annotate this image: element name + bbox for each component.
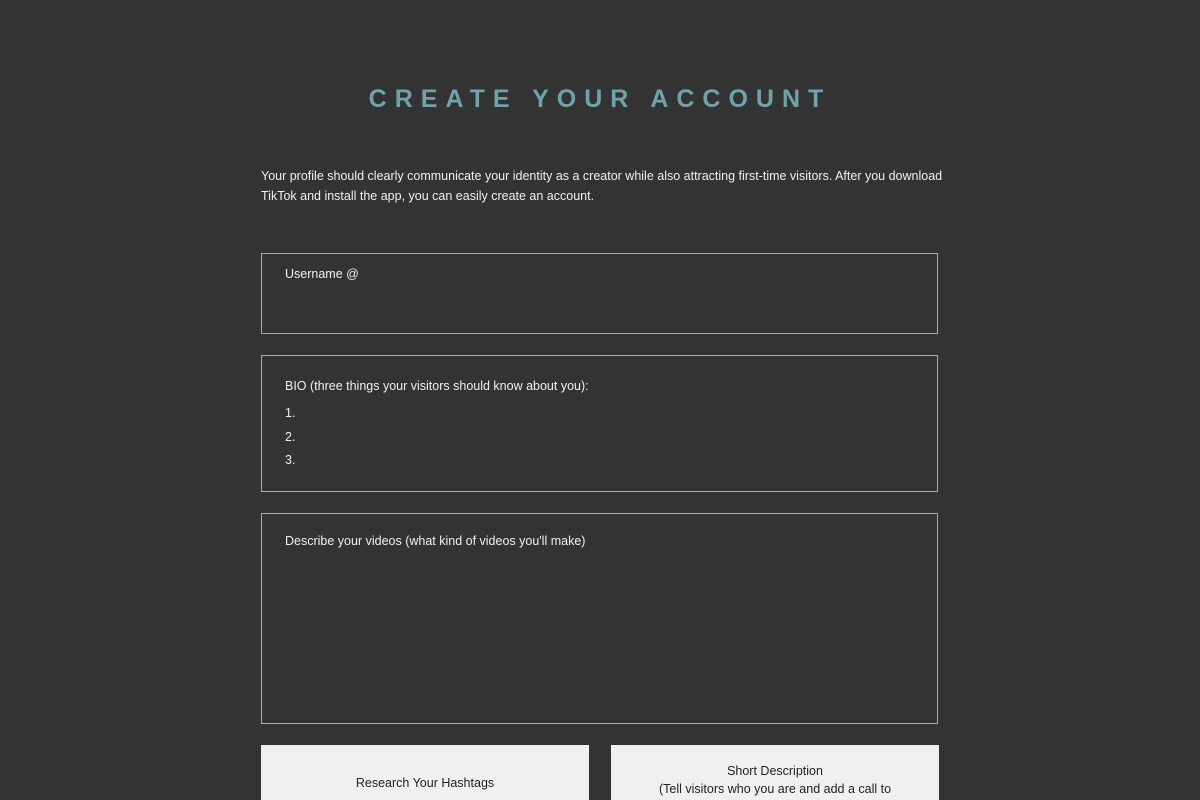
intro-paragraph: Your profile should clearly communicate your identity as a creator while also attracting first-time visitors. After you download TikTok and install the app, you can easily create an account. [261,169,943,203]
videos-label: Describe your videos (what kind of videos you'll make) [285,534,586,548]
short-description-card [611,745,939,800]
bio-list [285,402,295,473]
bio-item-3: 3. [285,453,296,467]
page-title: CREATE YOUR ACCOUNT [368,85,832,113]
research-hashtags-card [261,745,589,800]
username-label: Username @ [285,267,359,281]
bio-item-2: 2. [285,429,296,444]
research-hashtags-title: Research Your Hashtags [355,776,495,790]
bio-item-1: 1. [285,406,296,420]
bio-label: BIO (three things your visitors should know about you): [285,379,589,393]
videos-description-field[interactable] [261,513,938,724]
short-description-title: Short Description [727,764,823,778]
username-field[interactable] [261,253,938,334]
bio-field[interactable] [261,355,938,492]
short-description-subtitle: (Tell visitors who you are and add a call to [658,782,892,796]
